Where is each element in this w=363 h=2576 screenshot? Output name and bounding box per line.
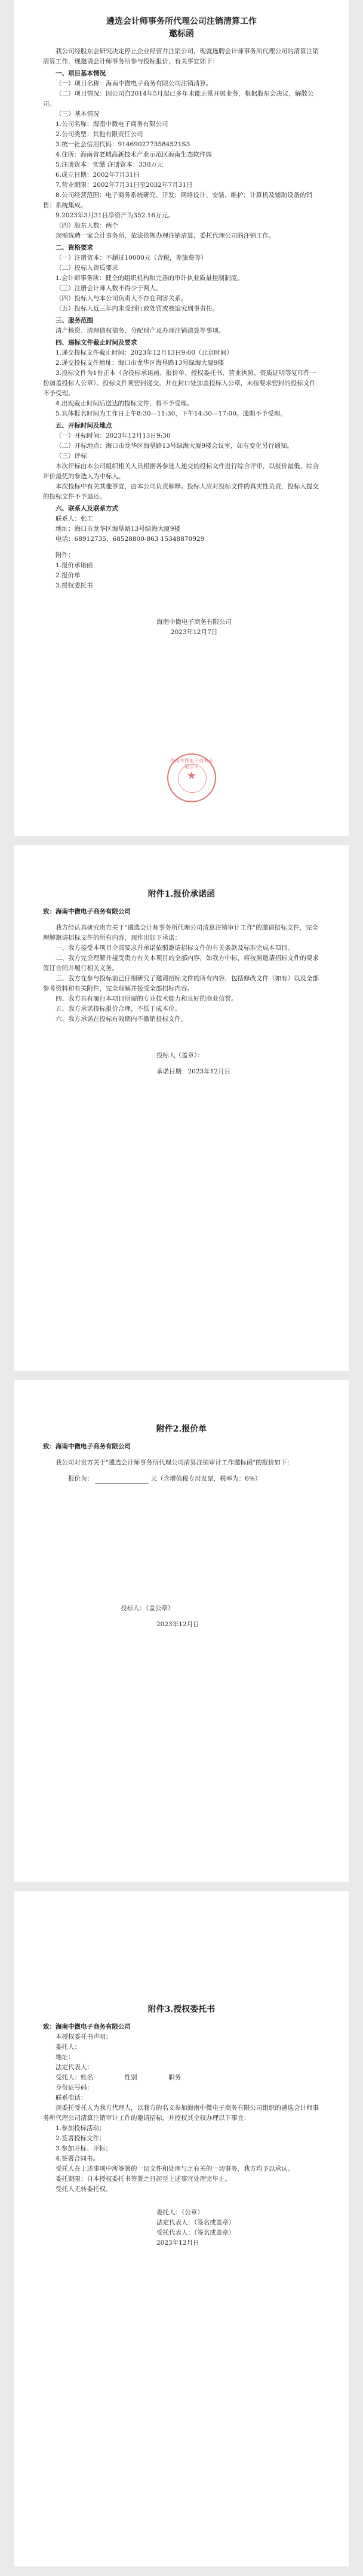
company-seal (167, 753, 216, 802)
submission-item: 4.出现截止时间后送达的投标文件，将不予受理。 (56, 400, 193, 407)
opening-item: （一）开标时间：2023年12月13日9:30 (56, 432, 171, 439)
submission-item: 3.投标文件为1份正本（含投标承诺函、报价单、授权委托书、营业执照、资质证明等复印件一份加盖投标人公章）。投标文件须密封递交，并在封口处加盖投标人公章，未按要求密封的投标文件不予受理。 (43, 370, 316, 397)
attachment-3-date: 2023年12月日 (156, 2239, 199, 2246)
authorized-item: 3.参加开标、评标； (56, 2145, 112, 2152)
attachments-heading: 附件： (56, 552, 75, 559)
attachment-3-recipient: 致：海南中微电子商务有限公司 (43, 2023, 131, 2030)
commitment-item: 二、我方完全理解并接受贵方有关本项目的全部内容，如我方中标，将按照邀请招标文件的要求签订合同并履行相关义务。 (43, 955, 319, 972)
authorized-item: 4.签署合同书。 (56, 2155, 100, 2162)
attachment-1-page (14, 845, 349, 1371)
address-field: 地址： (56, 2054, 75, 2061)
requirement-item: （一）注册资本：不超过10000元（含税，差旅费等） (56, 254, 207, 261)
submission-item: 5.具体报名时间为工作日上午8:30—11:30，下午14:30—17:00。逾期不予受理。 (56, 410, 287, 417)
principal-sign: 委托人：（公章） (156, 2209, 204, 2216)
basic-item: 6.成立日期：2002年7月31日 (56, 171, 140, 178)
attachment-2-title: 附件2.报价单 (156, 1424, 207, 1434)
attachment-2-body: 我公司对贵方关于"遴选会计师事务所代理公司清算注销审计工作邀标函"的报价如下： (56, 1459, 294, 1466)
basic-item: 2.公司类型：其他有限责任公司 (56, 131, 143, 138)
no-subdelegation: 受托人无转委托权。 (56, 2186, 112, 2193)
phone-field: 联系电话： (56, 2094, 87, 2101)
opening-item: 本次评标由本公司组织相关人员根据各参选人递交的投标文件进行综合评审，以报价最低、综合评价最优的参选人为中标人。 (43, 463, 319, 480)
attachment-item: 2.报价单 (56, 572, 81, 579)
contact-name: 联系人：张工 (56, 515, 93, 522)
authorization-line: 本授权委托书声明： (56, 2033, 112, 2041)
attachment-2-bidder-sign: 投标人：（盖公章） (121, 1605, 174, 1612)
price-suffix: 元（含增值税专用发票，税率为：6%） (150, 1475, 262, 1482)
document-subtitle: 邀标函 (169, 29, 194, 39)
opening-item: 本次投标中有关其他事宜，由本公司负责解释。投标人应对投标文件的真实性负责，投标人提交的投标文件不予退还。 (43, 483, 319, 500)
attachment-item: 3.授权委托书 (56, 582, 93, 589)
intro-paragraph: 我公司经股东会研究决定停止企业经营并注销公司，现就选聘会计师事务所代理公司的清算注销清算工作，现邀请会计师事务所参与投标报价，有关事宜如下： (43, 48, 319, 65)
price-line (43, 1474, 320, 1484)
basic-info-heading: （三）基本情况 (56, 110, 100, 118)
section-4-heading: 四、递标文件截止时间及要求 (56, 339, 137, 346)
commitment-item: 四、我方具有履行本项目所需的专业技术能力和良好的商业信誉。 (56, 995, 238, 1002)
price-blank[interactable] (95, 1476, 149, 1484)
legal-rep-sign: 法定代表人：（签名或盖章） (156, 2219, 235, 2226)
section-1-heading: 一、项目基本情况 (56, 70, 106, 77)
id-number-field: 身份证号码： (56, 2084, 93, 2091)
basic-item: 1.公司名称：海南中微电子商务有限公司 (56, 121, 168, 128)
basic-item: 9.2023年3月31日净资产为352.16万元。 (56, 212, 174, 219)
attachment-2-recipient: 致：海南中微电子商务有限公司 (43, 1443, 131, 1450)
requirement-item: （三）注册会计师人数不得少于两人。 (56, 285, 162, 292)
requirement-item: （四）投标人与本公司负责人不存在利害关系。 (56, 295, 187, 302)
authorization-note: 受托人在上述事项中所签署的一切文件和处理与之有关的一切事务，我方均予以承认。 (56, 2165, 294, 2172)
shareholders-detail: 现需选聘一家会计事务所，依法依规办理注销清算，委托代理公司的注销工作。 (56, 232, 275, 239)
agent-field: 受托人：姓名 性别 职务 (56, 2074, 181, 2081)
project-situation: （二）项目情况：因公司自2014年5月起已多年未能正常开展业务，根据股东会决议，解散公司。 (43, 90, 314, 107)
contact-phone: 电话：68912735、68528800-863 15348870929 (56, 535, 205, 543)
opening-item: （二）开标地点：海口市龙华区海垦路13号绿海大厦9楼会议室，如有变化另行通知。 (56, 442, 294, 450)
opening-item: （三）评标 (56, 453, 87, 460)
basic-item: 4.住所：海南省老城高新技术产业示范区海南生态软件园 (56, 151, 213, 158)
authorized-item: 1.参加投标活动； (56, 2125, 106, 2132)
commitment-item: 六、我方承诺在投标有效期内不撤销投标文件。 (56, 1015, 187, 1023)
contact-address: 地址：海口市龙华区海垦路13号绿海大厦9楼 (56, 525, 181, 533)
sign-company: 海南中微电子商务有限公司 (156, 618, 232, 626)
price-label: 报价为： (68, 1475, 93, 1482)
authorization-term: 委托期限：自本授权委托书签署之日起至上述事宜处理完毕止。 (56, 2175, 231, 2183)
attachment-1-date: 承诺日期：2023年12月日 (156, 1068, 231, 1075)
submission-item: 2.递交投标文件地址：海口市龙华区海垦路13号绿海大厦9楼 (56, 359, 224, 367)
legal-rep-field: 法定代表人： (56, 2064, 93, 2071)
service-scope: 清产核资、清理债权债务、分配财产及办理注销清算等事项。 (56, 327, 225, 334)
basic-item: 8.公司经营范围：电子商务系统研究、开发；网络设计、安装、维护；计算机及辅助设备的销售；系统集成。 (43, 192, 313, 209)
authorization-body: 现委托受托人为我方代理人，以我方的名义参加海南中微电子商务有限公司组织的遴选会计师事务所代理公司清算注销审计工作的邀请招标，并授权其全权办理以下事宜： (43, 2104, 319, 2122)
requirement-item: （五）投标人近三年内未受到行政处罚或被追究刑事责任。 (56, 305, 219, 312)
attachment-item: 1.报价承诺函 (56, 562, 93, 569)
commitment-item: 三、我方在参与投标前已仔细研究了邀请招标文件的所有内容，包括修改文件（如有）以及全部参考资料和有关附件，完全理解并接受全部招标内容。 (43, 975, 319, 992)
requirement-item: （二）投标人资质要求 (56, 264, 118, 272)
agent-sign: 受托代表人：（签名或盖章） (156, 2229, 235, 2236)
project-name: （一）项目名称：海南中微电子商务有限公司注销清算。 (56, 80, 213, 87)
attachment-1-body: 我方经认真研究贵方关于"遴选会计师事务所代理公司清算注销审计工作"的邀请招标文件，完全理解邀请招标文件的所有内容，现作出如下承诺： (43, 924, 319, 941)
shareholders: （四）股东人数：两个 (56, 222, 118, 229)
basic-item: 3.统一社会信用代码：9146902773584521S3 (56, 141, 190, 148)
attachment-1-title: 附件1.报价承诺函 (147, 890, 216, 899)
document-title: 遴选会计师事务所代理公司注销清算工作 (106, 17, 257, 26)
basic-item: 5.注册资本：实缴 注册资本：330万元 (56, 161, 164, 168)
basic-item: 7.营业期限：2002年7月31日至2032年7月31日 (56, 181, 193, 189)
seal-text: 海南中微电子商务有限公司 (170, 758, 213, 770)
section-2-heading: 二、资格要求 (56, 244, 93, 251)
submission-item: 1.递交投标文件截止时间：2023年12月13日9:00（北京时间） (56, 349, 233, 356)
principal-field: 委托人： (56, 2043, 81, 2051)
requirement-item: 1.会计师事务所：健全的组织机构和完善的审计执业质量控制制度。 (56, 275, 244, 282)
attachment-1-recipient: 致：海南中微电子商务有限公司 (43, 908, 131, 915)
sign-date: 2023年12月7日 (171, 629, 218, 636)
attachment-1-bidder-sign: 投标人（盖章）： (156, 1052, 204, 1059)
invitation-page (14, 0, 349, 836)
section-6-heading: 六、联系人及联系方式 (56, 505, 118, 512)
commitment-item: 一、我方接受本项目全部要求并承诺依照邀请招标文件的有关条款及标准完成本项目。 (56, 944, 294, 952)
attachment-3-page (14, 1891, 349, 2566)
attachment-3-title: 附件3.授权委托书 (147, 2005, 216, 2014)
section-3-heading: 三、服务范围 (56, 317, 93, 324)
attachment-2-page (14, 1380, 349, 1882)
section-5-heading: 五、开标时间及地点 (56, 422, 112, 429)
attachment-2-date: 2023年12月日 (156, 1621, 199, 1628)
authorized-item: 2.签署投标文件； (56, 2135, 106, 2142)
seal-star-icon: ★ (186, 770, 197, 782)
commitment-item: 五、我方承诺投标报价合理，不低于成本价。 (56, 1005, 181, 1012)
